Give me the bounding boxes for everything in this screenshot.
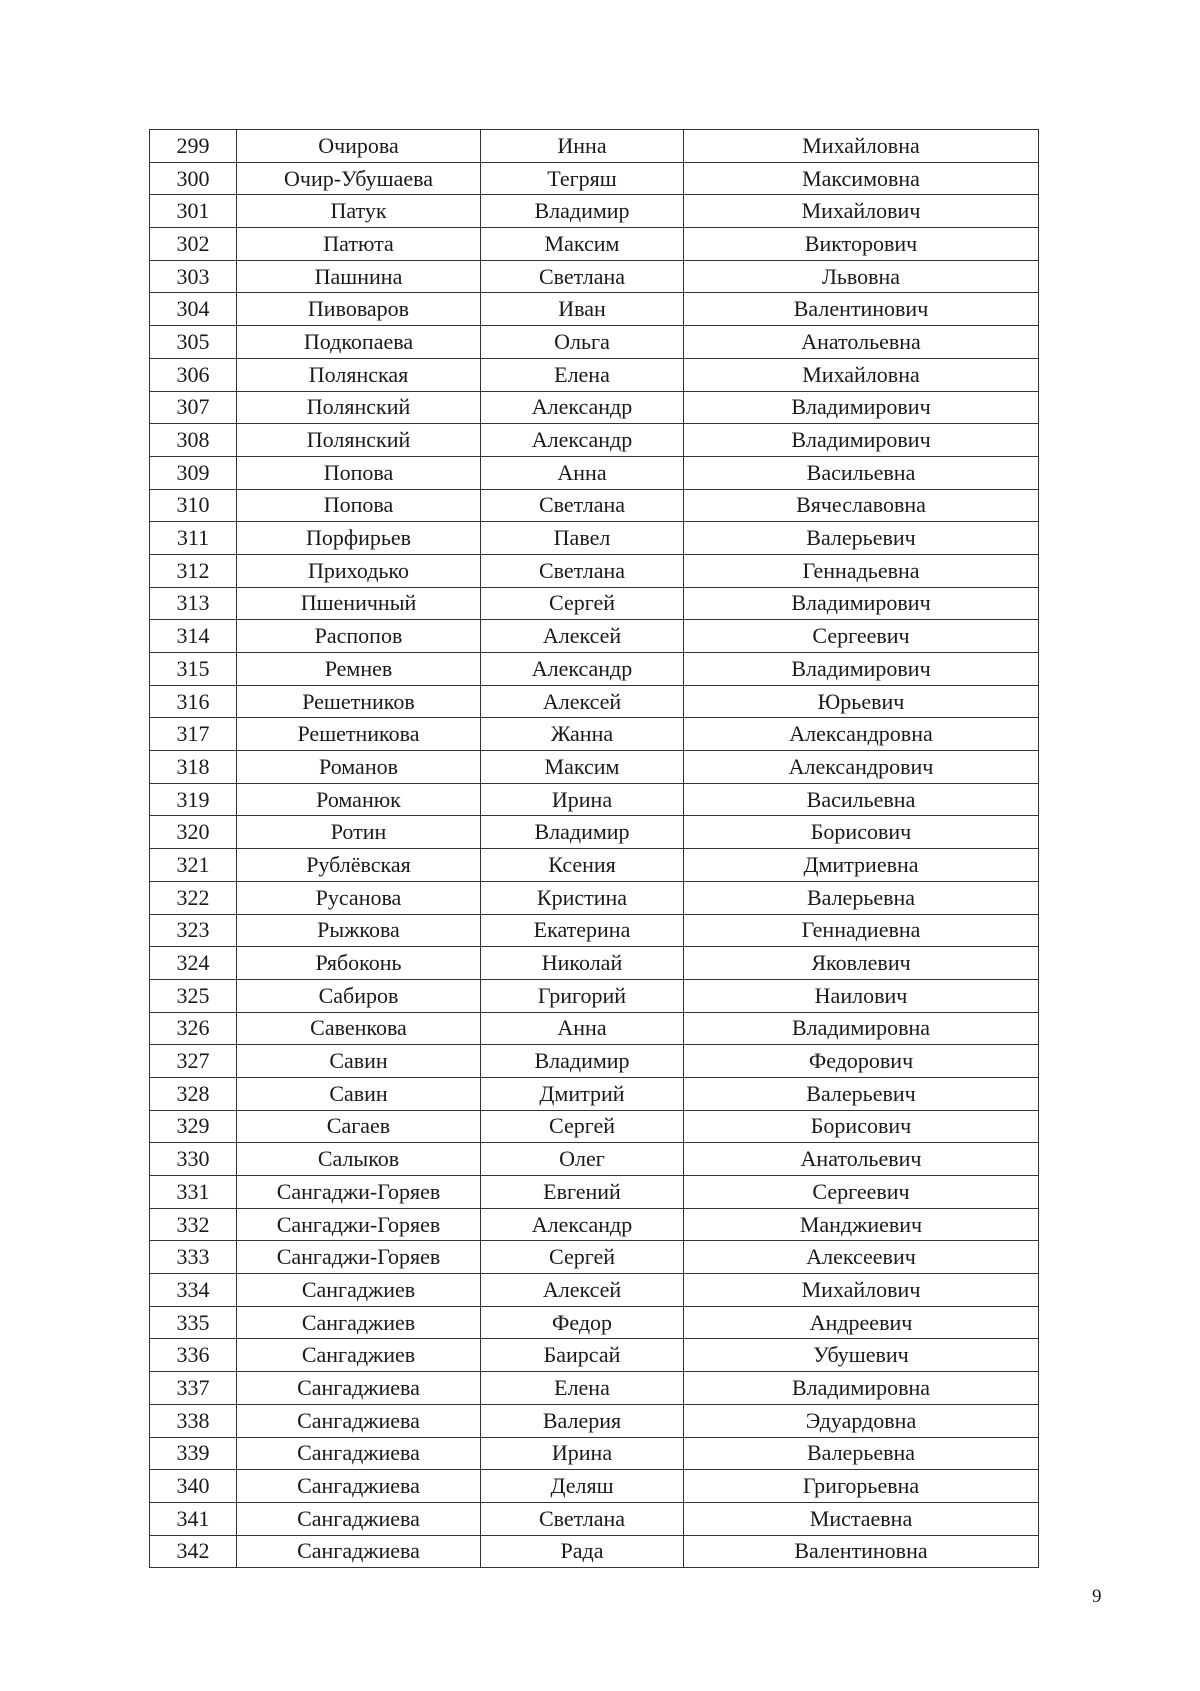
last-name-cell: Патук <box>237 195 481 228</box>
last-name-cell: Савин <box>237 1077 481 1110</box>
last-name-cell: Рыжкова <box>237 914 481 947</box>
last-name-cell: Сангаджи-Горяев <box>237 1176 481 1209</box>
last-name-cell: Ремнев <box>237 653 481 686</box>
row-number-cell: 321 <box>150 849 237 882</box>
table-row <box>150 326 1039 359</box>
last-name-cell: Савенкова <box>237 1012 481 1045</box>
table-row <box>150 881 1039 914</box>
row-number-cell: 313 <box>150 587 237 620</box>
row-number-cell: 341 <box>150 1502 237 1535</box>
patronymic-cell: Валерьевич <box>684 522 1039 555</box>
last-name-cell: Пивоваров <box>237 293 481 326</box>
row-number-cell: 323 <box>150 914 237 947</box>
row-number-cell: 302 <box>150 228 237 261</box>
table-row <box>150 1110 1039 1143</box>
row-number-cell: 306 <box>150 358 237 391</box>
patronymic-cell: Анатольевна <box>684 326 1039 359</box>
table-row <box>150 293 1039 326</box>
first-name-cell: Тегряш <box>481 162 684 195</box>
table-row <box>150 1404 1039 1437</box>
last-name-cell: Сангаджи-Горяев <box>237 1241 481 1274</box>
patronymic-cell: Михайловна <box>684 358 1039 391</box>
table-row <box>150 456 1039 489</box>
first-name-cell: Ксения <box>481 849 684 882</box>
patronymic-cell: Вячеславовна <box>684 489 1039 522</box>
table-row <box>150 228 1039 261</box>
row-number-cell: 299 <box>150 130 237 163</box>
patronymic-cell: Валентинович <box>684 293 1039 326</box>
first-name-cell: Максим <box>481 228 684 261</box>
row-number-cell: 307 <box>150 391 237 424</box>
patronymic-cell: Владимирович <box>684 424 1039 457</box>
first-name-cell: Дмитрий <box>481 1077 684 1110</box>
table-row <box>150 1176 1039 1209</box>
first-name-cell: Елена <box>481 358 684 391</box>
first-name-cell: Екатерина <box>481 914 684 947</box>
row-number-cell: 314 <box>150 620 237 653</box>
patronymic-cell: Борисович <box>684 1110 1039 1143</box>
first-name-cell: Алексей <box>481 620 684 653</box>
table-row <box>150 751 1039 784</box>
last-name-cell: Рублёвская <box>237 849 481 882</box>
first-name-cell: Александр <box>481 391 684 424</box>
table-row <box>150 1012 1039 1045</box>
patronymic-cell: Валерьевна <box>684 1437 1039 1470</box>
first-name-cell: Евгений <box>481 1176 684 1209</box>
table-row <box>150 1339 1039 1372</box>
table-row <box>150 1143 1039 1176</box>
row-number-cell: 320 <box>150 816 237 849</box>
last-name-cell: Сангаджиева <box>237 1502 481 1535</box>
patronymic-cell: Манджиевич <box>684 1208 1039 1241</box>
patronymic-cell: Валерьевич <box>684 1077 1039 1110</box>
first-name-cell: Елена <box>481 1372 684 1405</box>
table-row <box>150 947 1039 980</box>
table-row <box>150 424 1039 457</box>
row-number-cell: 305 <box>150 326 237 359</box>
row-number-cell: 304 <box>150 293 237 326</box>
row-number-cell: 330 <box>150 1143 237 1176</box>
row-number-cell: 318 <box>150 751 237 784</box>
first-name-cell: Светлана <box>481 554 684 587</box>
first-name-cell: Ирина <box>481 783 684 816</box>
first-name-cell: Сергей <box>481 587 684 620</box>
row-number-cell: 300 <box>150 162 237 195</box>
first-name-cell: Валерия <box>481 1404 684 1437</box>
row-number-cell: 326 <box>150 1012 237 1045</box>
last-name-cell: Пашнина <box>237 260 481 293</box>
patronymic-cell: Геннадиевна <box>684 914 1039 947</box>
table-row <box>150 620 1039 653</box>
patronymic-cell: Эдуардовна <box>684 1404 1039 1437</box>
last-name-cell: Савин <box>237 1045 481 1078</box>
first-name-cell: Николай <box>481 947 684 980</box>
row-number-cell: 317 <box>150 718 237 751</box>
first-name-cell: Светлана <box>481 489 684 522</box>
table-row <box>150 1241 1039 1274</box>
row-number-cell: 328 <box>150 1077 237 1110</box>
last-name-cell: Очир-Убушаева <box>237 162 481 195</box>
row-number-cell: 324 <box>150 947 237 980</box>
table-row <box>150 914 1039 947</box>
patronymic-cell: Дмитриевна <box>684 849 1039 882</box>
last-name-cell: Русанова <box>237 881 481 914</box>
last-name-cell: Полянская <box>237 358 481 391</box>
table-row <box>150 1045 1039 1078</box>
last-name-cell: Сангаджиева <box>237 1372 481 1405</box>
last-name-cell: Полянский <box>237 391 481 424</box>
table-row <box>150 1306 1039 1339</box>
last-name-cell: Приходько <box>237 554 481 587</box>
first-name-cell: Баирсай <box>481 1339 684 1372</box>
last-name-cell: Порфирьев <box>237 522 481 555</box>
first-name-cell: Сергей <box>481 1110 684 1143</box>
last-name-cell: Решетникова <box>237 718 481 751</box>
row-number-cell: 310 <box>150 489 237 522</box>
row-number-cell: 331 <box>150 1176 237 1209</box>
table-row <box>150 260 1039 293</box>
last-name-cell: Попова <box>237 489 481 522</box>
patronymic-cell: Викторович <box>684 228 1039 261</box>
first-name-cell: Инна <box>481 130 684 163</box>
patronymic-cell: Мистаевна <box>684 1502 1039 1535</box>
patronymic-cell: Михайлович <box>684 195 1039 228</box>
first-name-cell: Александр <box>481 1208 684 1241</box>
roster-table <box>149 129 1039 1568</box>
patronymic-cell: Владимирович <box>684 391 1039 424</box>
last-name-cell: Салыков <box>237 1143 481 1176</box>
first-name-cell: Алексей <box>481 1274 684 1307</box>
last-name-cell: Сангаджиев <box>237 1339 481 1372</box>
last-name-cell: Сагаев <box>237 1110 481 1143</box>
patronymic-cell: Львовна <box>684 260 1039 293</box>
table-row <box>150 587 1039 620</box>
last-name-cell: Сабиров <box>237 979 481 1012</box>
roster-table-body <box>150 130 1039 1568</box>
last-name-cell: Попова <box>237 456 481 489</box>
row-number-cell: 311 <box>150 522 237 555</box>
row-number-cell: 334 <box>150 1274 237 1307</box>
patronymic-cell: Убушевич <box>684 1339 1039 1372</box>
last-name-cell: Рябоконь <box>237 947 481 980</box>
row-number-cell: 327 <box>150 1045 237 1078</box>
table-row <box>150 1208 1039 1241</box>
table-row <box>150 1470 1039 1503</box>
patronymic-cell: Геннадьевна <box>684 554 1039 587</box>
last-name-cell: Романов <box>237 751 481 784</box>
table-row <box>150 685 1039 718</box>
patronymic-cell: Валентиновна <box>684 1535 1039 1568</box>
last-name-cell: Решетников <box>237 685 481 718</box>
last-name-cell: Патюта <box>237 228 481 261</box>
table-row <box>150 1502 1039 1535</box>
first-name-cell: Рада <box>481 1535 684 1568</box>
first-name-cell: Владимир <box>481 1045 684 1078</box>
first-name-cell: Деляш <box>481 1470 684 1503</box>
first-name-cell: Сергей <box>481 1241 684 1274</box>
table-row <box>150 195 1039 228</box>
patronymic-cell: Алексеевич <box>684 1241 1039 1274</box>
last-name-cell: Сангаджиева <box>237 1437 481 1470</box>
row-number-cell: 325 <box>150 979 237 1012</box>
table-row <box>150 718 1039 751</box>
last-name-cell: Романюк <box>237 783 481 816</box>
table-row <box>150 554 1039 587</box>
row-number-cell: 339 <box>150 1437 237 1470</box>
last-name-cell: Сангаджиева <box>237 1470 481 1503</box>
table-row <box>150 522 1039 555</box>
patronymic-cell: Валерьевна <box>684 881 1039 914</box>
row-number-cell: 340 <box>150 1470 237 1503</box>
first-name-cell: Анна <box>481 456 684 489</box>
table-row <box>150 816 1039 849</box>
row-number-cell: 301 <box>150 195 237 228</box>
first-name-cell: Ирина <box>481 1437 684 1470</box>
patronymic-cell: Сергеевич <box>684 620 1039 653</box>
first-name-cell: Светлана <box>481 260 684 293</box>
row-number-cell: 319 <box>150 783 237 816</box>
last-name-cell: Сангаджиев <box>237 1274 481 1307</box>
row-number-cell: 335 <box>150 1306 237 1339</box>
patronymic-cell: Яковлевич <box>684 947 1039 980</box>
table-row <box>150 130 1039 163</box>
row-number-cell: 312 <box>150 554 237 587</box>
first-name-cell: Олег <box>481 1143 684 1176</box>
patronymic-cell: Васильевна <box>684 456 1039 489</box>
last-name-cell: Сангаджи-Горяев <box>237 1208 481 1241</box>
row-number-cell: 315 <box>150 653 237 686</box>
first-name-cell: Федор <box>481 1306 684 1339</box>
first-name-cell: Григорий <box>481 979 684 1012</box>
row-number-cell: 333 <box>150 1241 237 1274</box>
patronymic-cell: Юрьевич <box>684 685 1039 718</box>
last-name-cell: Подкопаева <box>237 326 481 359</box>
table-row <box>150 849 1039 882</box>
patronymic-cell: Андреевич <box>684 1306 1039 1339</box>
last-name-cell: Сангаджиева <box>237 1404 481 1437</box>
first-name-cell: Алексей <box>481 685 684 718</box>
first-name-cell: Александр <box>481 653 684 686</box>
row-number-cell: 336 <box>150 1339 237 1372</box>
patronymic-cell: Григорьевна <box>684 1470 1039 1503</box>
row-number-cell: 337 <box>150 1372 237 1405</box>
table-row <box>150 1274 1039 1307</box>
first-name-cell: Иван <box>481 293 684 326</box>
last-name-cell: Ротин <box>237 816 481 849</box>
first-name-cell: Светлана <box>481 1502 684 1535</box>
last-name-cell: Сангаджиева <box>237 1535 481 1568</box>
first-name-cell: Павел <box>481 522 684 555</box>
patronymic-cell: Владимирович <box>684 653 1039 686</box>
table-row <box>150 391 1039 424</box>
last-name-cell: Очирова <box>237 130 481 163</box>
patronymic-cell: Михайлович <box>684 1274 1039 1307</box>
table-row <box>150 489 1039 522</box>
row-number-cell: 308 <box>150 424 237 457</box>
row-number-cell: 303 <box>150 260 237 293</box>
last-name-cell: Распопов <box>237 620 481 653</box>
row-number-cell: 338 <box>150 1404 237 1437</box>
page-number: 9 <box>1092 1586 1102 1607</box>
table-row <box>150 783 1039 816</box>
table-row <box>150 1372 1039 1405</box>
patronymic-cell: Владимирович <box>684 587 1039 620</box>
patronymic-cell: Максимовна <box>684 162 1039 195</box>
table-row <box>150 358 1039 391</box>
patronymic-cell: Сергеевич <box>684 1176 1039 1209</box>
first-name-cell: Жанна <box>481 718 684 751</box>
patronymic-cell: Александровна <box>684 718 1039 751</box>
row-number-cell: 329 <box>150 1110 237 1143</box>
table-row <box>150 979 1039 1012</box>
patronymic-cell: Васильевна <box>684 783 1039 816</box>
table-row <box>150 1077 1039 1110</box>
first-name-cell: Владимир <box>481 816 684 849</box>
last-name-cell: Пшеничный <box>237 587 481 620</box>
first-name-cell: Максим <box>481 751 684 784</box>
first-name-cell: Владимир <box>481 195 684 228</box>
patronymic-cell: Михайловна <box>684 130 1039 163</box>
row-number-cell: 332 <box>150 1208 237 1241</box>
table-row <box>150 653 1039 686</box>
last-name-cell: Полянский <box>237 424 481 457</box>
patronymic-cell: Владимировна <box>684 1012 1039 1045</box>
patronymic-cell: Анатольевич <box>684 1143 1039 1176</box>
last-name-cell: Сангаджиев <box>237 1306 481 1339</box>
patronymic-cell: Владимировна <box>684 1372 1039 1405</box>
row-number-cell: 322 <box>150 881 237 914</box>
first-name-cell: Кристина <box>481 881 684 914</box>
first-name-cell: Александр <box>481 424 684 457</box>
first-name-cell: Анна <box>481 1012 684 1045</box>
table-row <box>150 1437 1039 1470</box>
row-number-cell: 309 <box>150 456 237 489</box>
row-number-cell: 342 <box>150 1535 237 1568</box>
first-name-cell: Ольга <box>481 326 684 359</box>
patronymic-cell: Борисович <box>684 816 1039 849</box>
patronymic-cell: Наилович <box>684 979 1039 1012</box>
patronymic-cell: Александрович <box>684 751 1039 784</box>
patronymic-cell: Федорович <box>684 1045 1039 1078</box>
table-row <box>150 1535 1039 1568</box>
row-number-cell: 316 <box>150 685 237 718</box>
table-row <box>150 162 1039 195</box>
